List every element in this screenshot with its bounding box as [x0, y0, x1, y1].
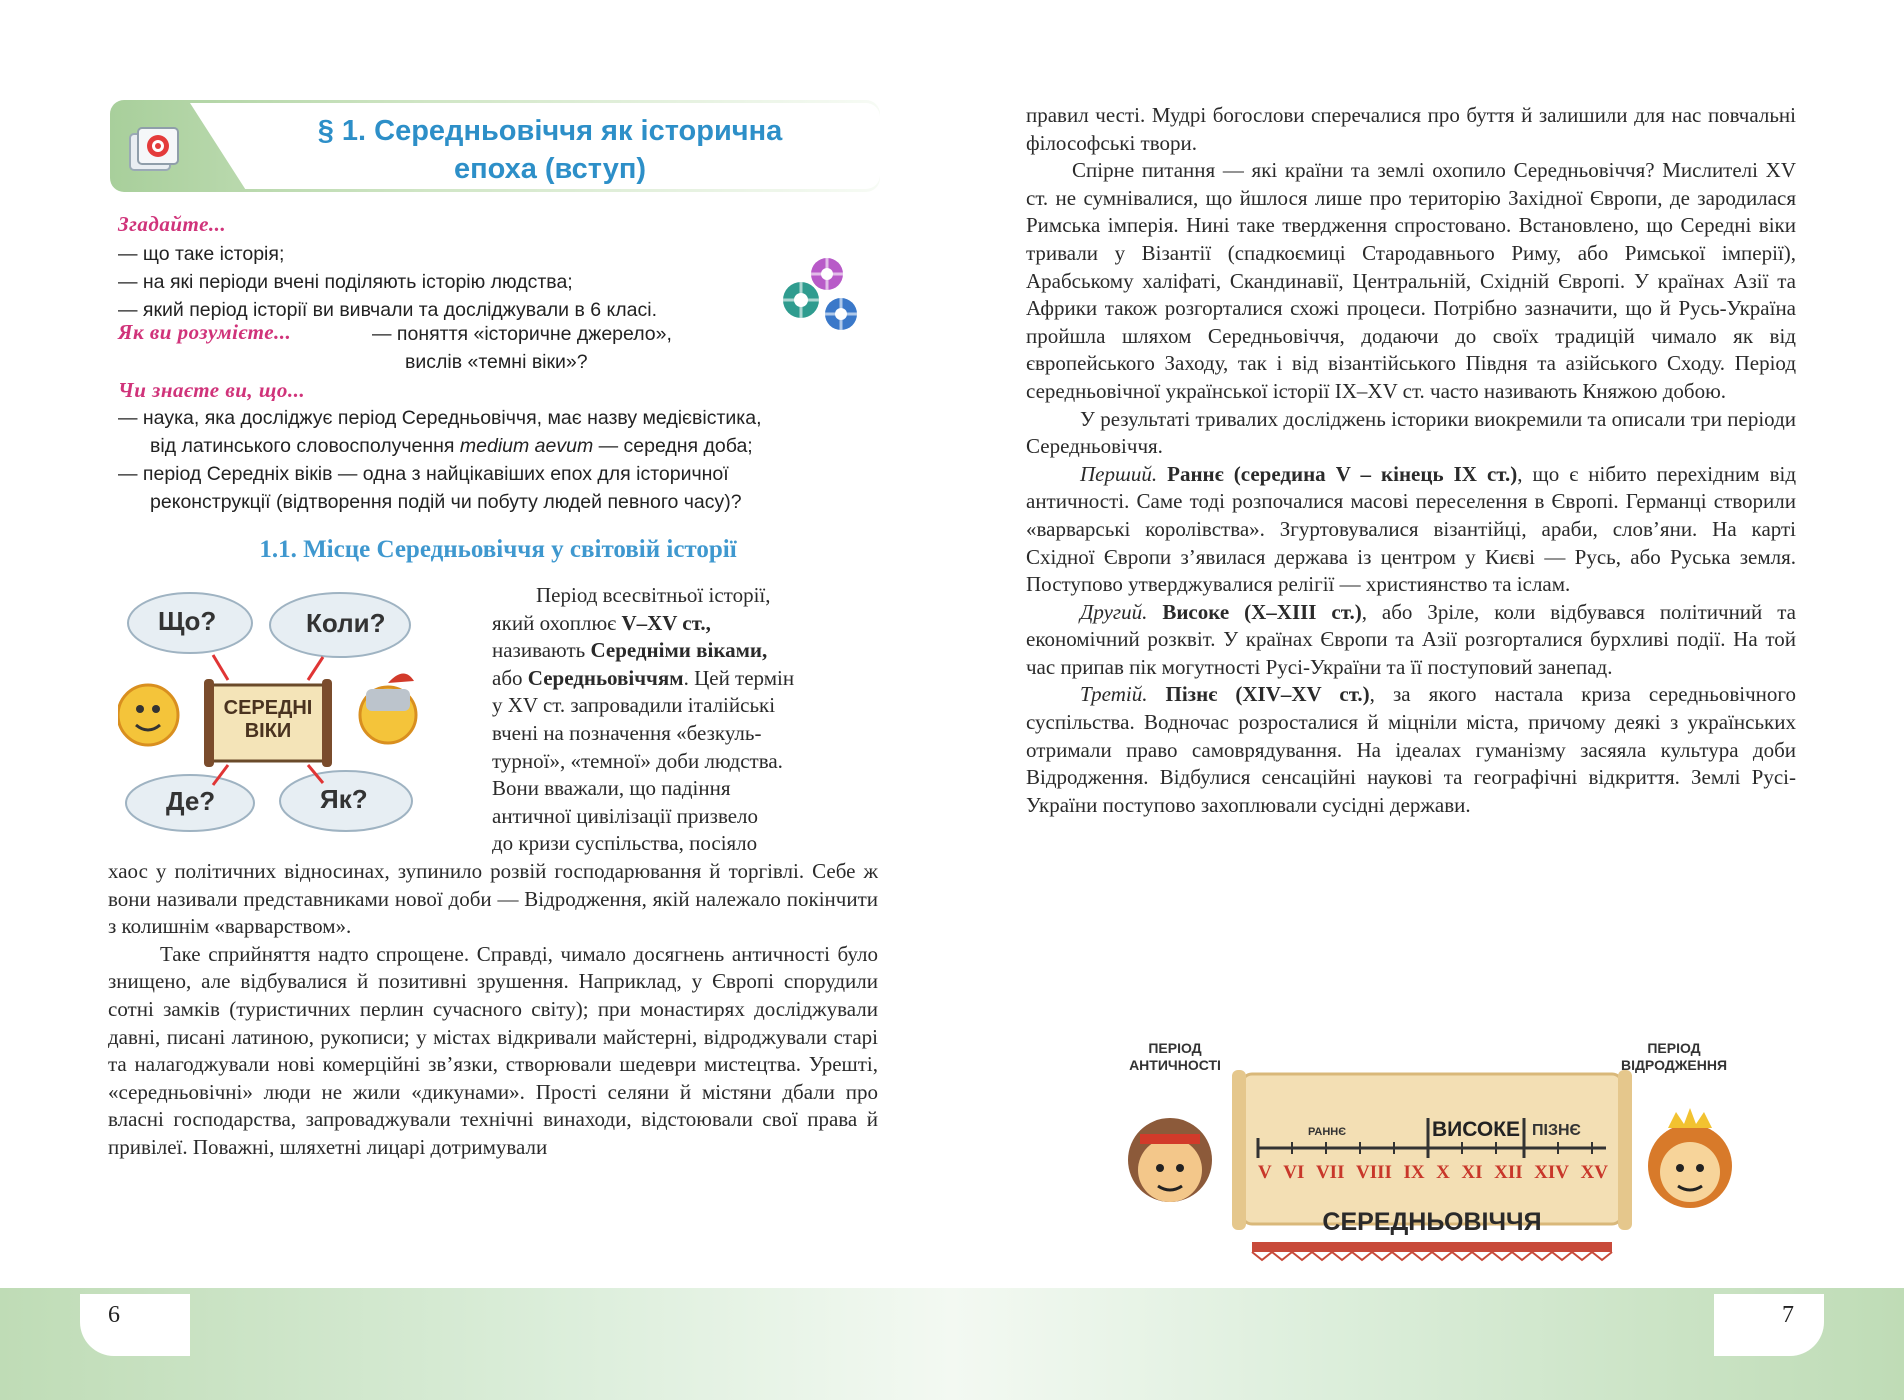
key-term: Високе (X–XIII ст.)	[1162, 599, 1362, 624]
century-label: V	[1258, 1162, 1272, 1183]
key-term: Середніми віками,	[590, 638, 768, 663]
understand-label: Як ви розумієте...	[118, 320, 292, 344]
chapter-title-line1: § 1. Середньовіччя як історична	[317, 115, 783, 147]
paragraph: правил честі. Мудрі богослови сперечалися про буття й залишили для нас повчальні філософські твори.	[1026, 103, 1796, 155]
text-span: або	[492, 665, 528, 690]
century-label: VIII	[1356, 1162, 1392, 1183]
label-line: ВІДРОДЖЕННЯ	[1620, 1057, 1728, 1073]
century-label: X	[1436, 1162, 1450, 1183]
intro-wrap-text	[492, 582, 878, 858]
century-label: XV	[1580, 1162, 1608, 1183]
right-column-text	[1026, 102, 1796, 819]
bubble-what: Що?	[158, 606, 217, 636]
label-line: ПЕРІОД	[1647, 1040, 1701, 1056]
period-late	[1026, 681, 1796, 819]
didyouknow-item1-line2	[118, 432, 878, 460]
text-line: у XV ст. запровадили італійські	[492, 693, 776, 718]
text-line	[492, 610, 878, 638]
text-line: Вони вважали, що падіння	[492, 776, 731, 801]
chapter-title	[250, 112, 850, 188]
understand-line2: вислів «темні віки»?	[405, 351, 588, 373]
timeline-high: ВИСОКЕ	[1432, 1118, 1521, 1141]
key-term: Раннє (середина V – кінець IX ст.)	[1167, 461, 1518, 486]
bubble-how: Як?	[320, 784, 368, 814]
latin-term: medium aevum	[459, 435, 594, 457]
text-span: — середня доба;	[593, 435, 753, 457]
scroll-line2: ВІКИ	[244, 720, 292, 742]
key-term: Середньовіччям	[527, 665, 684, 690]
key-term: V–XV ст.,	[621, 610, 711, 635]
didyouknow-item2-line1: — період Середніх віків — одна з найцікавіших епох для історичної	[118, 463, 729, 485]
label-line: ПЕРІОД	[1148, 1040, 1202, 1056]
scroll-line1: СЕРЕДНІ	[223, 697, 313, 719]
didyouknow-item2-line2: реконструкції (відтворення подій чи побуту людей певного часу)?	[150, 491, 742, 513]
didyouknow-list	[118, 404, 878, 516]
scroll-label	[210, 697, 326, 743]
didyouknow-label: Чи знаєте ви, що...	[118, 378, 306, 402]
paragraph: Таке сприйняття надто спрощене. Справді, чимало досягнень античності було знищено, але відбувалися й позитивні зрушення. Наприклад, у Європі спорудили сотні замків (туристичних перлин сучасного світу); при монастирях досліджували давні, писані латиною, рукописи; у містах відкривали майстерні, відроджували старі та налагоджували нові комерційні зв’язки, створювали шедеври мистецтва. Урешті, «середньовічні» люди не жили «дикунами». Прості селяни й містяни дбали про власні господарства, запроваджували технічні винаходи, відстоювали свої права й привілеї. Поважні, шляхетні лицарі дотримували	[108, 941, 878, 1159]
recall-item: — що таке історія;	[118, 243, 285, 265]
text-span: від латинського словосполучення	[150, 435, 460, 457]
understand-line1: — поняття «історичне джерело»,	[372, 323, 672, 345]
text-span: який охоплює	[492, 610, 622, 635]
text-span: . Цей термін	[683, 665, 795, 690]
page-number-right: 7	[1782, 1302, 1794, 1328]
century-label: XIV	[1534, 1162, 1569, 1183]
text-line	[492, 665, 878, 693]
page-number-left: 6	[108, 1302, 120, 1328]
page-number-box-right	[1714, 1294, 1824, 1356]
period-label: Перший.	[1080, 461, 1158, 486]
page-number-box-left	[80, 1294, 190, 1356]
paragraph: У результаті тривалих досліджень історики виокремили та описали три періоди Середньовіччя.	[1026, 406, 1796, 459]
text-span: , або Зріле, коли відбувався політичний та економічний розквіт. У країнах Європи та Азії розгорталися бурхливі події. На той час припав пік могутності Русі-України та її поступовий занепад.	[1026, 599, 1797, 679]
timeline-renaissance-label	[1604, 1040, 1744, 1074]
timeline-centuries	[1258, 1162, 1608, 1184]
period-label: Третій.	[1080, 682, 1148, 707]
recall-item: — який період історії ви вивчали та досліджували в 6 класі.	[118, 299, 657, 321]
period-high	[1026, 599, 1796, 682]
timeline-illustration	[1112, 1030, 1752, 1280]
bubble-when: Коли?	[306, 608, 386, 638]
century-label: IX	[1403, 1162, 1425, 1183]
textbook-icon	[126, 124, 182, 176]
text-line	[492, 637, 878, 665]
text-span: , за якого настала криза середньовічного суспільства. Водночас розросталися й міцніли міста, причому деякі з українських отримали право самоврядування. На ідеалах гуманізму засяяла культура доби Відродження. Відбулися сенсаційні наукові та географічні відкриття. Землі Русі-України поступово захоплювали сусідні держави.	[1026, 682, 1796, 817]
period-label: Другий.	[1080, 599, 1148, 624]
timeline-early: РАННЄ	[1308, 1126, 1347, 1138]
timeline-antiquity-label	[1120, 1040, 1230, 1074]
left-column-text	[108, 858, 878, 1162]
key-term: Пізнє (XIV–XV ст.)	[1165, 682, 1370, 707]
text-span: називають	[492, 638, 591, 663]
text-line: до кризи суспільства, посіяло	[492, 831, 758, 856]
paragraph: хаос у політичних відносинах, зупинило розвій господарювання й торгівлі. Себе ж вони називали представниками нової доби — Відродження, якій належало покінчити з колишнім «варварством».	[108, 859, 878, 939]
century-label: XII	[1494, 1162, 1523, 1183]
timeline-title: СЕРЕДНЬОВІЧЧЯ	[1322, 1208, 1542, 1236]
paragraph: Спірне питання — які країни та землі охопило Середньовіччя? Мислителі XV ст. не сумнівалися, що йшлося лише про територію Західної Європи, де зародилася Римська імперія. Нині таке твердження спростовано. Встановлено, що Середні віки тривали у Візантії (спадкоємиці Стародавнього Риму, або Римської імперії), Арабському халіфаті, Скандинавії, Центральній, Східній Європі. У країнах Азії та Африки також розгорталися схожі процеси. Потрібно зазначити, що й Русь-Україна пройшла шляхом Середньовіччя, додаючи до своїх традицій чимало як від європейського Заходу, так і від візантійського Півдня та азійського Сходу. Період середньовічної української історії IX–XV ст. часто називають Княжою добою.	[1026, 158, 1796, 403]
century-label: XI	[1461, 1162, 1483, 1183]
text-line: турної», «темної» доби людства.	[492, 748, 783, 773]
text-line: античної цивілізації призвело	[492, 803, 759, 828]
text-span: , що є нібито перехідним від античності. Саме тоді розпочалися масові переселення в Європі. Германці створили «варварські королівства». Згуртовувалися візантійці, араби, слов’яни. На карті Східної Європи з’явилася держава із центром у Києві — Русь, або Руська земля. Поступово утверджувалися релігії — християнство та іслам.	[1026, 461, 1797, 597]
period-early	[1026, 461, 1796, 599]
gears-icon	[775, 252, 873, 340]
recall-item: — на які періоди вчені поділяють історію людства;	[118, 271, 573, 293]
bubble-where: Де?	[166, 786, 216, 816]
recall-label: Згадайте...	[118, 212, 227, 236]
timeline-late: ПІЗНЄ	[1532, 1122, 1581, 1139]
century-label: VI	[1283, 1162, 1305, 1183]
section-heading: 1.1. Місце Середньовіччя у світовій історії	[259, 536, 737, 563]
recall-list	[118, 240, 798, 324]
didyouknow-item1-line1: — наука, яка досліджує період Середньовіччя, має назву медієвістика,	[118, 407, 762, 429]
chapter-title-line2: епоха (вступ)	[453, 153, 647, 185]
text-line: Період всесвітньої історії,	[536, 583, 771, 607]
label-line: АНТИЧНОСТІ	[1129, 1057, 1221, 1073]
century-label: VII	[1315, 1162, 1345, 1183]
text-line: вчені на позначення «безкуль-	[492, 720, 762, 745]
